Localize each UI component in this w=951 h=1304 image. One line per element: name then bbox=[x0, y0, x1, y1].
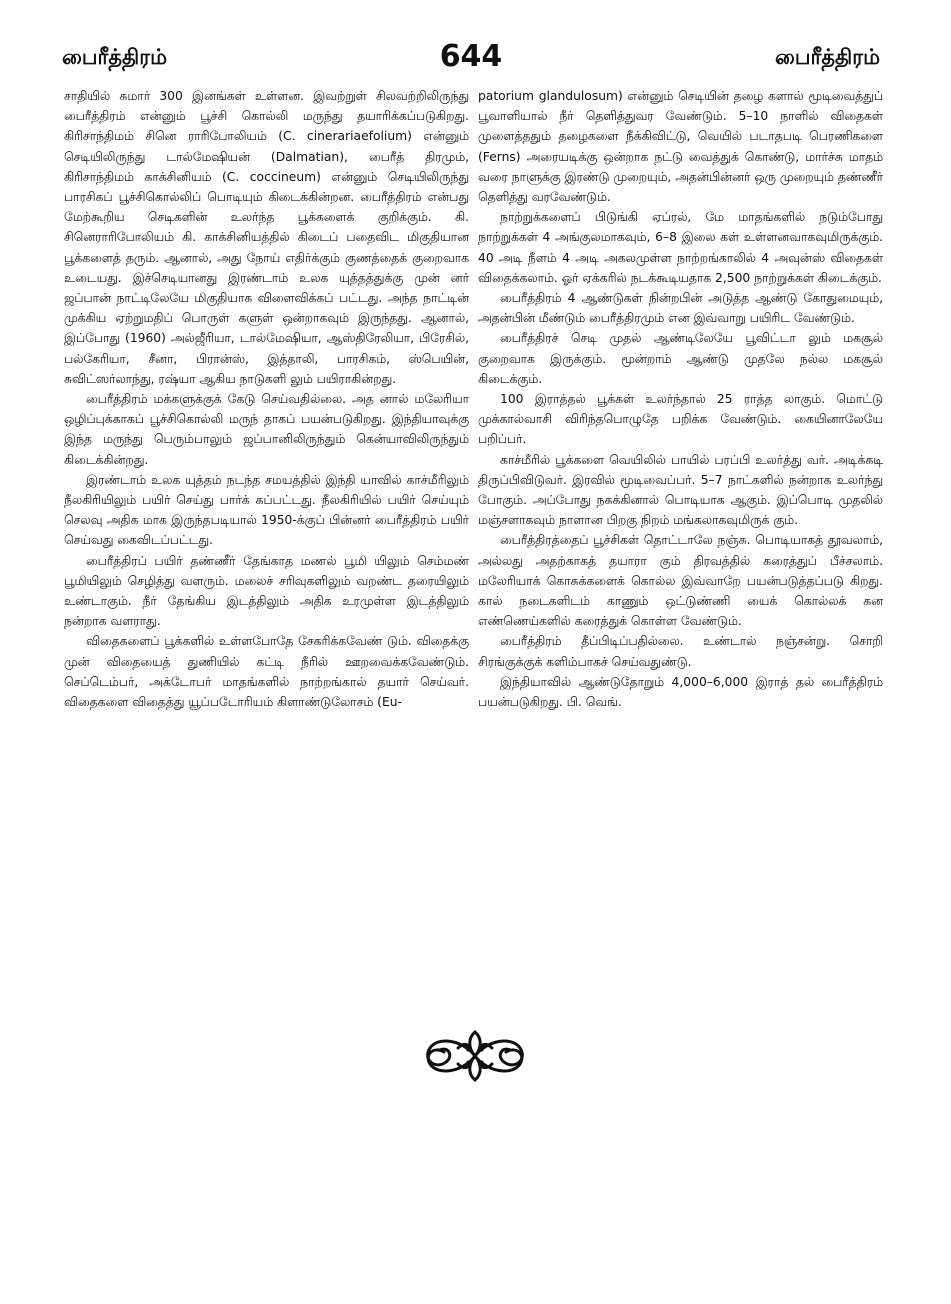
paragraph: இந்தியாவில் ஆண்டுதோறும் 4,000–6,000 இராத் தல் பைரீத்திரம் பயன்படுகிறது. பி. வெங். bbox=[478, 674, 883, 710]
paragraph: பைரீத்திரச் செடி முதல் ஆண்டிலேயே பூவிட்டா லும் மகசூல் குறைவாக இருக்கும். மூன்றாம் ஆண்டு முதலே நல்ல மகசூல் கிடைக்கும். bbox=[478, 331, 883, 386]
running-title-left: பைரீத்திரம் bbox=[62, 45, 167, 69]
paragraph: காச்மீரில் பூக்களை வெயிலில் பாயில் பரப்பி உலர்த்து வர். அடிக்கடி திருப்பிவிடுவர். இரவில் மூடிவைப்பர். 5–7 நாட்களில் நன்றாக உலர்ந்து போகும். அப்போது நசுக்கினால் பொடியாக ஆகும். இப்பொடி முதலில் மஞ்சளாகவும் நாளான பிறகு நிறம் மங்கலாகவுமிருக் கும். bbox=[478, 452, 883, 528]
paragraph: patorium glandulosum) என்னும் செடியின் தழை களால் மூடிவைத்துப் பூவாளியால் நீர் தெளித்துவர வேண்டும். 5–10 நாளில் விதைகள் முளைத்ததும் தழைகளை நீக்கிவிட்டு, வெயில் படாதபடி பெரணிகளை (Ferns) அரையடிக்கு ஒன்றாக நட்டு வைத்துக் கொண்டு, மார்ச்சு மாதம் வரை நாளுக்கு இரண்டு முறையும், அதன்பின்னர் ஒரு முறையும் தண்ணீர் தெளித்து வரவேண்டும். bbox=[478, 89, 883, 205]
paragraph: சாதியில் சுமார் 300 இனங்கள் உள்ளன. இவற்றுள் சிலவற்றிலிருந்து பைரீத்திரம் என்னும் பூச்சி கொல்லி மருந்து தயாரிக்கப்படுகிறது. கிரிசாந்திமம் சினெ ராரிபோலியம் (C. cinerariaefolium) என்னும் செடியிலிருந்து டால்மேஷியன் (Dalmatian), பைரீத் திரமும், கிரிசாந்திமம் காக்சினியம் (C. coccineum) என்னும் செடியிலிருந்து பாரசிகப் பூச்சிகொல்லிப் பொடியும் கிடைக்கின்றன. பைரீத்திரம் என்பது மேற்கூறிய செடிகளின் உலர்ந்த பூக்களைக் குறிக்கும். கி. சினெராரிபோலியம் கி. காக்சினியத்தில் கிடைப் பதைவிட மிகுதியான பூக்களைத் தரும். ஆனால், அது நோய் எதிர்க்கும் குணத்தைக் குறைவாக உடையது. இச்செடியானது இரண்டாம் உலக யுத்தத்துக்கு முன் னர் ஜப்பான் நாட்டிலேயே மிகுதியாக விளைவிக்கப் பட்டது. அந்த நாட்டின் முக்கிய ஏற்றுமதிப் பொருள் களுள் ஒன்றாகவும் இருந்தது. ஆனால், இப்போது (1960) அல்ஜீரியா, டால்மேஷியா, ஆஸ்திரேலியா, பிரேசில், பல்கேரியா, சீனா, பிரான்ஸ், இத்தாலி, பாரசிகம், ஸ்பெயின், சுவிட்ஸர்லாந்து, ரஷ்யா ஆகிய நாடுகளி லும் பயிராகின்றது. bbox=[64, 89, 469, 386]
paragraph: பைரீத்திரம் மக்களுக்குக் கேடு செய்வதில்லை. அத னால் மலேரியா ஒழிப்புக்காகப் பூச்சிகொல்லி மருந் தாகப் பயன்படுகிறது. இந்தியாவுக்கு இந்த மருந்து பெரும்பாலும் ஜப்பானிலிருந்தும் கென்யாவிலிருந்தும் கிடைக்கின்றது. bbox=[64, 392, 469, 467]
page-number: 644 bbox=[439, 39, 503, 74]
right-column bbox=[478, 86, 883, 876]
paragraph: இரண்டாம் உலக யுத்தம் நடந்த சமயத்தில் இந்தி யாவில் காச்மீரிலும் நீலகிரியிலும் பயிர் செய்து பார்க் கப்பட்டது. நீலகிரியில் பயிர் செய்யும் செலவு அதிக மாக இருந்தபடியால் 1950-க்குப் பின்னர் பைரீத்திரம் பயிர் செய்வது கைவிடப்பட்டது. bbox=[64, 472, 469, 548]
paragraph: 100 இராத்தல் பூக்கள் உலர்ந்தால் 25 ராத்த லாகும். மொட்டு முக்கால்வாசி விரிந்தபொழுதே பறிக்க வேண்டும். கையினாலேயே பறிப்பர். bbox=[478, 392, 883, 447]
floral-ornament-icon bbox=[418, 1018, 532, 1094]
paragraph: விதைகளைப் பூக்களில் உள்ளபோதே சேகரிக்கவேண் டும். விதைக்கு முன் விதையைத் துணியில் கட்டி நீரில் ஊறவைக்கவேண்டும். செப்டெம்பர், அக்டோபர் மாதங்களில் நாற்றங்கால் தயார் செய்வர். விதைகளை விதைத்து யூப்படோரியம் கிளாண்டுலோசம் (Eu- bbox=[64, 634, 469, 710]
page-header bbox=[62, 40, 880, 80]
paragraph: நாற்றுக்களைப் பிடுங்கி ஏப்ரல், மே மாதங்களில் நடும்போது நாற்றுக்கள் 4 அங்குலமாகவும், 6–8 இலை கள் உள்ளனவாகவுமிருக்கும். 40 அடி நீளம் 4 அடி அகலமுள்ள நாற்றங்காலில் 4 அவுன்ஸ் விதைகள் விதைக்கலாம். ஓர் ஏக்கரில் நடக்கூடியதாக 2,500 நாற்றுக்கள் கிடைக்கும். bbox=[478, 210, 883, 285]
paragraph: பைரீத்திரம் தீப்பிடிப்பதில்லை. உண்டால் நஞ்சன்று. சொறி சிரங்குக்குக் களிம்பாகச் செய்வதுண்டு. bbox=[478, 634, 883, 669]
running-title-right: பைரீத்திரம் bbox=[775, 45, 880, 69]
paragraph: பைரீத்திரப் பயிர் தண்ணீர் தேங்காத மணல் பூமி யிலும் செம்மண் பூமியிலும் செழித்து வளரும். மலைச் சரிவுகளிலும் வறண்ட தரையிலும் உண்டாகும். நீர் தேங்கிய இடத்திலும் அதிக உரமுள்ள இடத்திலும் நன்றாக வளராது. bbox=[64, 553, 469, 629]
paragraph: பைரீத்திரத்தைப் பூச்சிகள் தொட்டாலே நஞ்சு. பொடியாகத் தூவலாம், அல்லது அதற்காகத் தயாரா கும் திரவத்தில் கரைத்துப் பீச்சலாம். மலேரியாக் கொசுக்களைக் கொல்ல இவ்வாறே பயன்படுத்தப்படு கிறது. கால் நடைகளிடம் காணும் ஒட்டுண்ணி யைக் கொல்லக் கன எண்ணெய்களில் கரைத்துக் கொள்ள வேண்டும். bbox=[478, 533, 883, 629]
paragraph: பைரீத்திரம் 4 ஆண்டுகள் நின்றபின் அடுத்த ஆண்டு கோதுமையும், அதன்பின் மீண்டும் பைரீத்திரமும் என இவ்வாறு பயிரிட வேண்டும். bbox=[478, 291, 883, 326]
left-column bbox=[64, 86, 469, 876]
